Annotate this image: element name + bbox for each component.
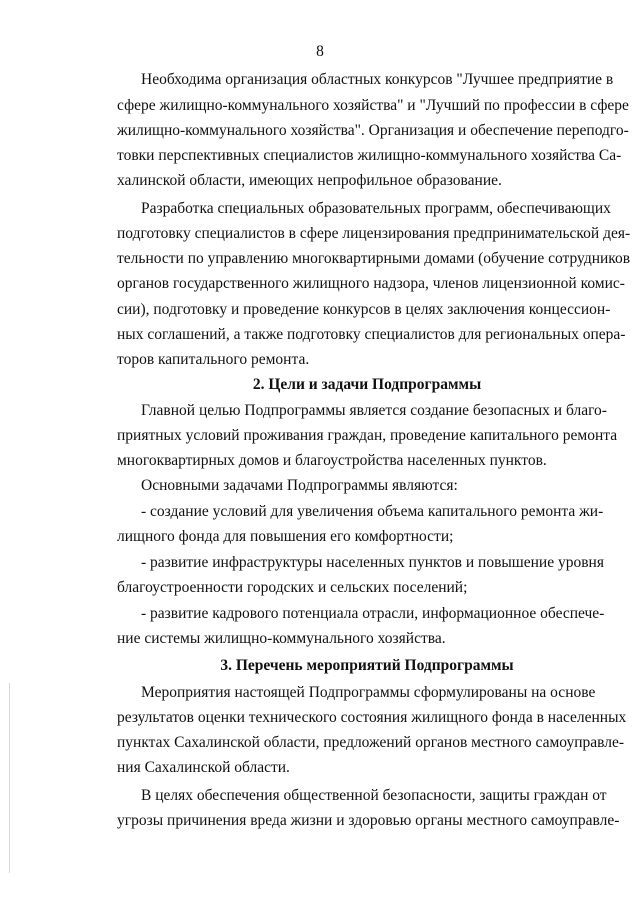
paragraph-line: жилищно-коммунального хозяйства". Организация и обеспечение переподго- xyxy=(117,122,629,139)
paragraph-line: органов государственного жилищного надзора, членов лицензионной комис- xyxy=(117,275,625,292)
list-item-line: - развитие кадрового потенциала отрасли, информационное обеспече- xyxy=(141,605,605,622)
paragraph-line: сии), подготовку и проведение конкурсов в целях заключения концессион- xyxy=(117,301,611,318)
paragraph-line: Необходима организация областных конкурсов "Лучшее предприятие в xyxy=(141,71,614,88)
paragraph-line: результатов оценки технического состояния жилищного фонда в населенных xyxy=(117,709,627,726)
list-item-line: благоустроенности городских и сельских поселений; xyxy=(117,579,468,596)
paragraph-line: Мероприятия настоящей Подпрограммы сформулированы на основе xyxy=(141,684,596,701)
paragraph-line: тельности по управлению многоквартирными домами (обучение сотрудников xyxy=(117,250,631,267)
list-item-line: - создание условий для увеличения объема капитального ремонта жи- xyxy=(141,503,604,520)
paragraph-line: сфере жилищно-коммунального хозяйства" и "Лучший по профессии в сфере xyxy=(117,97,629,114)
page-number: 8 xyxy=(316,43,324,60)
paragraph-line: Основными задачами Подпрограммы являются: xyxy=(141,477,458,494)
section-heading: 2. Цели и задачи Подпрограммы xyxy=(252,376,482,393)
paragraph-line: торов капитального ремонта. xyxy=(117,351,310,368)
paragraph-line: Разработка специальных образовательных программ, обеспечивающих xyxy=(141,200,611,217)
section-heading: 3. Перечень мероприятий Подпрограммы xyxy=(220,657,514,674)
paragraph-line: приятных условий проживания граждан, проведение капитального ремонта xyxy=(117,427,618,444)
paragraph-line: подготовку специалистов в сфере лицензирования предпринимательской дея- xyxy=(117,225,631,242)
list-item-line: ние системы жилищно-коммунального хозяйства. xyxy=(117,630,446,647)
list-item-line: - развитие инфраструктуры населенных пунктов и повышение уровня xyxy=(141,554,604,571)
paragraph-line: ния Сахалинской области. xyxy=(117,759,290,776)
list-item-line: лищного фонда для повышения его комфортности; xyxy=(117,528,454,545)
paragraph-line: халинской области, имеющих непрофильное образование. xyxy=(117,172,502,189)
paragraph-line: В целях обеспечения общественной безопасности, защиты граждан от xyxy=(141,787,607,804)
paragraph-line: Главной целью Подпрограммы является создание безопасных и благо- xyxy=(141,402,607,419)
paragraph-line: пунктах Сахалинской области, предложений органов местного самоуправле- xyxy=(117,734,625,751)
paragraph-line: угрозы причинения вреда жизни и здоровью органы местного самоуправле- xyxy=(117,812,620,829)
paragraph-line: товки перспективных специалистов жилищно-коммунального хозяйства Са- xyxy=(117,147,622,164)
paragraph-line: ных соглашений, а также подготовку специалистов для региональных опера- xyxy=(117,326,626,343)
paragraph-line: многоквартирных домов и благоустройства населенных пунктов. xyxy=(117,452,547,469)
scan-margin-line xyxy=(9,683,10,873)
